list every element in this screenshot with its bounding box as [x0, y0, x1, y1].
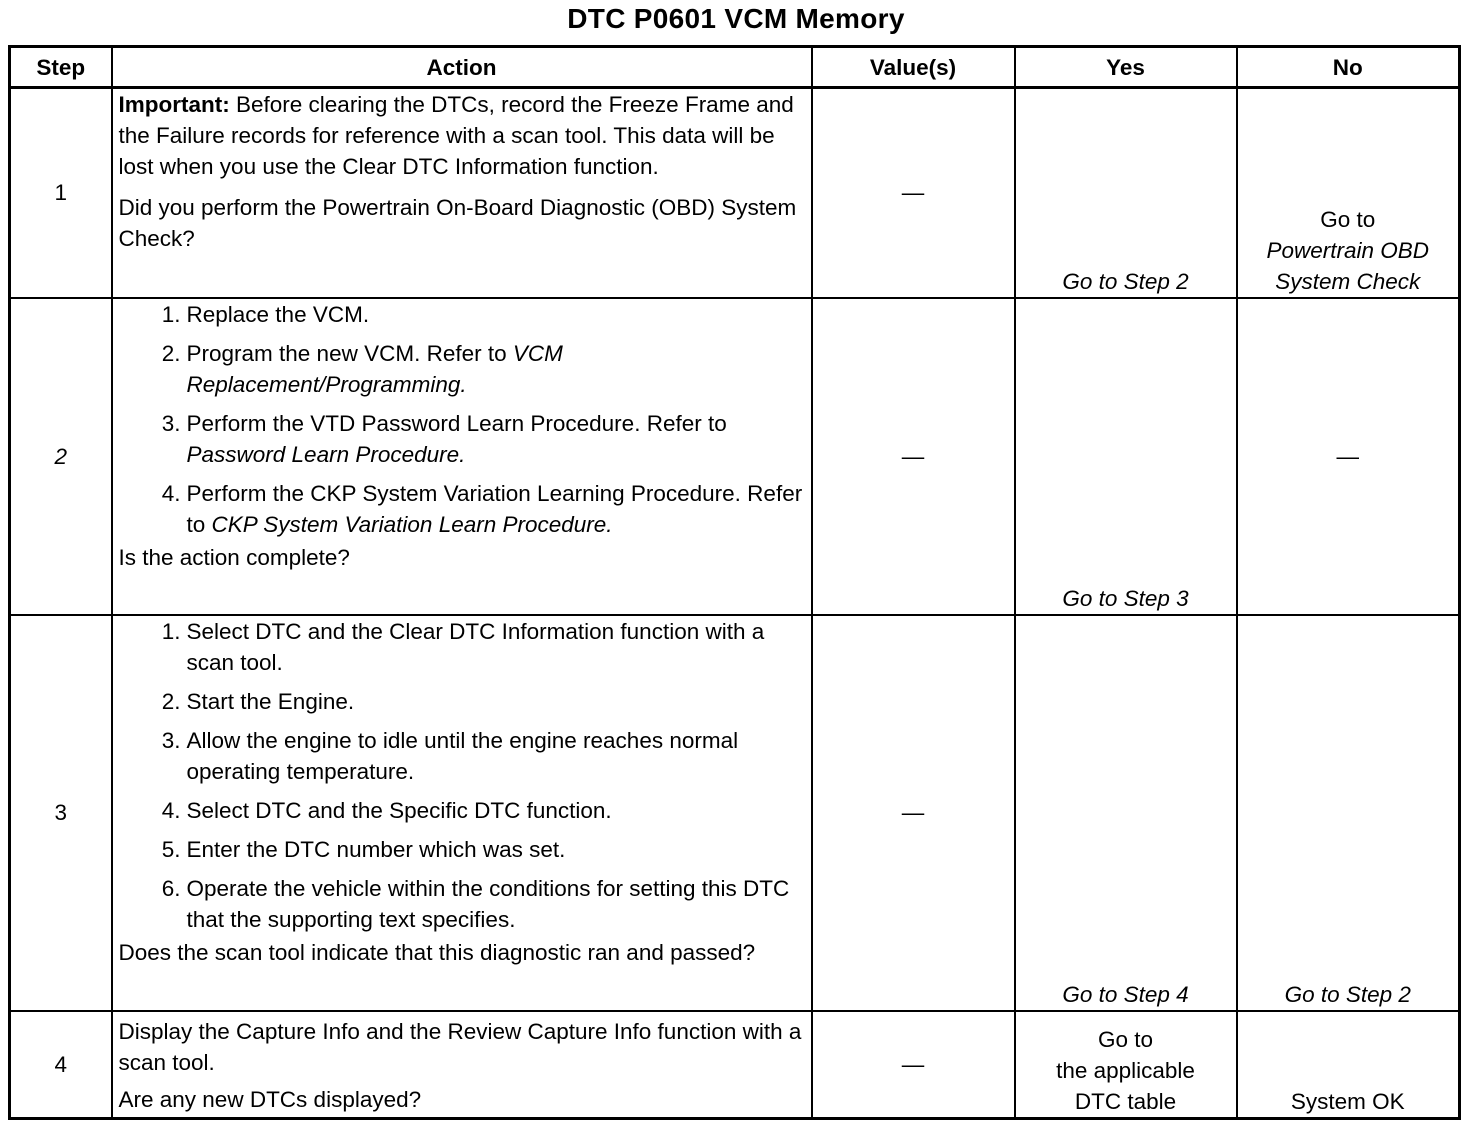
important-note: [119, 89, 805, 182]
action-question: Are any new DTCs displayed?: [118, 1086, 422, 1112]
list-item: 4. Perform the CKP System Variation Learning Procedure. Refer to CKP System Variation Learn Procedure.: [161, 480, 803, 537]
action-cell: [112, 615, 812, 1011]
value-cell: —: [812, 88, 1015, 298]
important-text: Before clearing the DTCs, record the Freeze Frame and the Failure records for reference with a scan tool. This data will be lost when you use the Clear DTC Information function.: [118, 92, 794, 179]
header-row: [10, 47, 1460, 88]
action-cell: [112, 88, 812, 298]
list-item: 5. Enter the DTC number which was set.: [161, 836, 566, 862]
action-text: Display the Capture Info and the Review Capture Info function with a scan tool.: [118, 1018, 802, 1075]
page-title: DTC P0601 VCM Memory: [567, 3, 905, 34]
action-question: Is the action complete?: [118, 544, 350, 570]
list-item: 4. Select DTC and the Specific DTC function.: [161, 797, 612, 823]
step-number: 3: [10, 615, 112, 1011]
list-item: 2. Start the Engine.: [161, 688, 355, 714]
action-cell: [112, 298, 812, 615]
yes-cell[interactable]: [1015, 1011, 1237, 1119]
reference-link[interactable]: Password Learn Procedure.: [186, 441, 466, 467]
no-goto-text: Go to: [1320, 206, 1376, 232]
reference-link[interactable]: VCM Replacement/Programming.: [186, 340, 563, 397]
value-cell: —: [812, 298, 1015, 615]
important-label: Important:: [118, 92, 230, 117]
step-number: 4: [10, 1011, 112, 1119]
list-item: 6. Operate the vehicle within the conditions for setting this DTC that the supporting text specifies.: [161, 875, 790, 932]
no-cell[interactable]: [1237, 88, 1460, 298]
action-steps-list: [119, 616, 805, 935]
value-cell: —: [812, 1011, 1015, 1119]
table-row-step-1: [10, 88, 1460, 298]
table-row-step-3: [10, 615, 1460, 1011]
list-item: 1. Replace the VCM.: [161, 301, 370, 327]
action-question: Does the scan tool indicate that this diagnostic ran and passed?: [118, 939, 756, 965]
yes-goto-text: Go to: [1097, 1027, 1154, 1052]
header-action: Action: [112, 47, 812, 88]
table-row-step-2: [10, 298, 1460, 615]
action-steps-list: [119, 299, 805, 540]
list-item: 2. Program the new VCM. Refer to VCM Replacement/Programming.: [161, 340, 563, 397]
list-item: 3. Allow the engine to idle until the engine reaches normal operating temperature.: [161, 727, 739, 784]
yes-link[interactable]: Go to Step 4: [1015, 615, 1237, 1011]
step-number: 1: [10, 88, 112, 298]
list-item: 3. Perform the VTD Password Learn Procedure. Refer to Password Learn Procedure.: [161, 410, 727, 467]
action-question: Did you perform the Powertrain On-Board Diagnostic (OBD) System Check?: [118, 195, 797, 251]
table-row-step-4: [10, 1011, 1460, 1119]
list-item: 1. Select DTC and the Clear DTC Information function with a scan tool.: [161, 618, 765, 675]
header-step: Step: [10, 47, 112, 88]
reference-link[interactable]: CKP System Variation Learn Procedure.: [211, 511, 613, 537]
yes-applicable-text: the applicable: [1056, 1058, 1195, 1083]
diagnostic-table: [8, 45, 1461, 1120]
header-no: No: [1237, 47, 1460, 88]
step-number: 2: [10, 298, 112, 615]
no-result: System OK: [1237, 1011, 1460, 1119]
header-values: Value(s): [812, 47, 1015, 88]
action-cell: [112, 1011, 812, 1119]
no-link[interactable]: Go to Step 2: [1237, 615, 1460, 1011]
header-yes: Yes: [1015, 47, 1237, 88]
yes-link[interactable]: Go to Step 3: [1015, 298, 1237, 615]
no-cell: —: [1237, 298, 1460, 615]
value-cell: —: [812, 615, 1015, 1011]
no-link[interactable]: Powertrain OBD System Check: [1266, 237, 1430, 294]
yes-link[interactable]: Go to Step 2: [1015, 88, 1237, 298]
yes-dtc-table-text: DTC table: [1074, 1089, 1177, 1114]
